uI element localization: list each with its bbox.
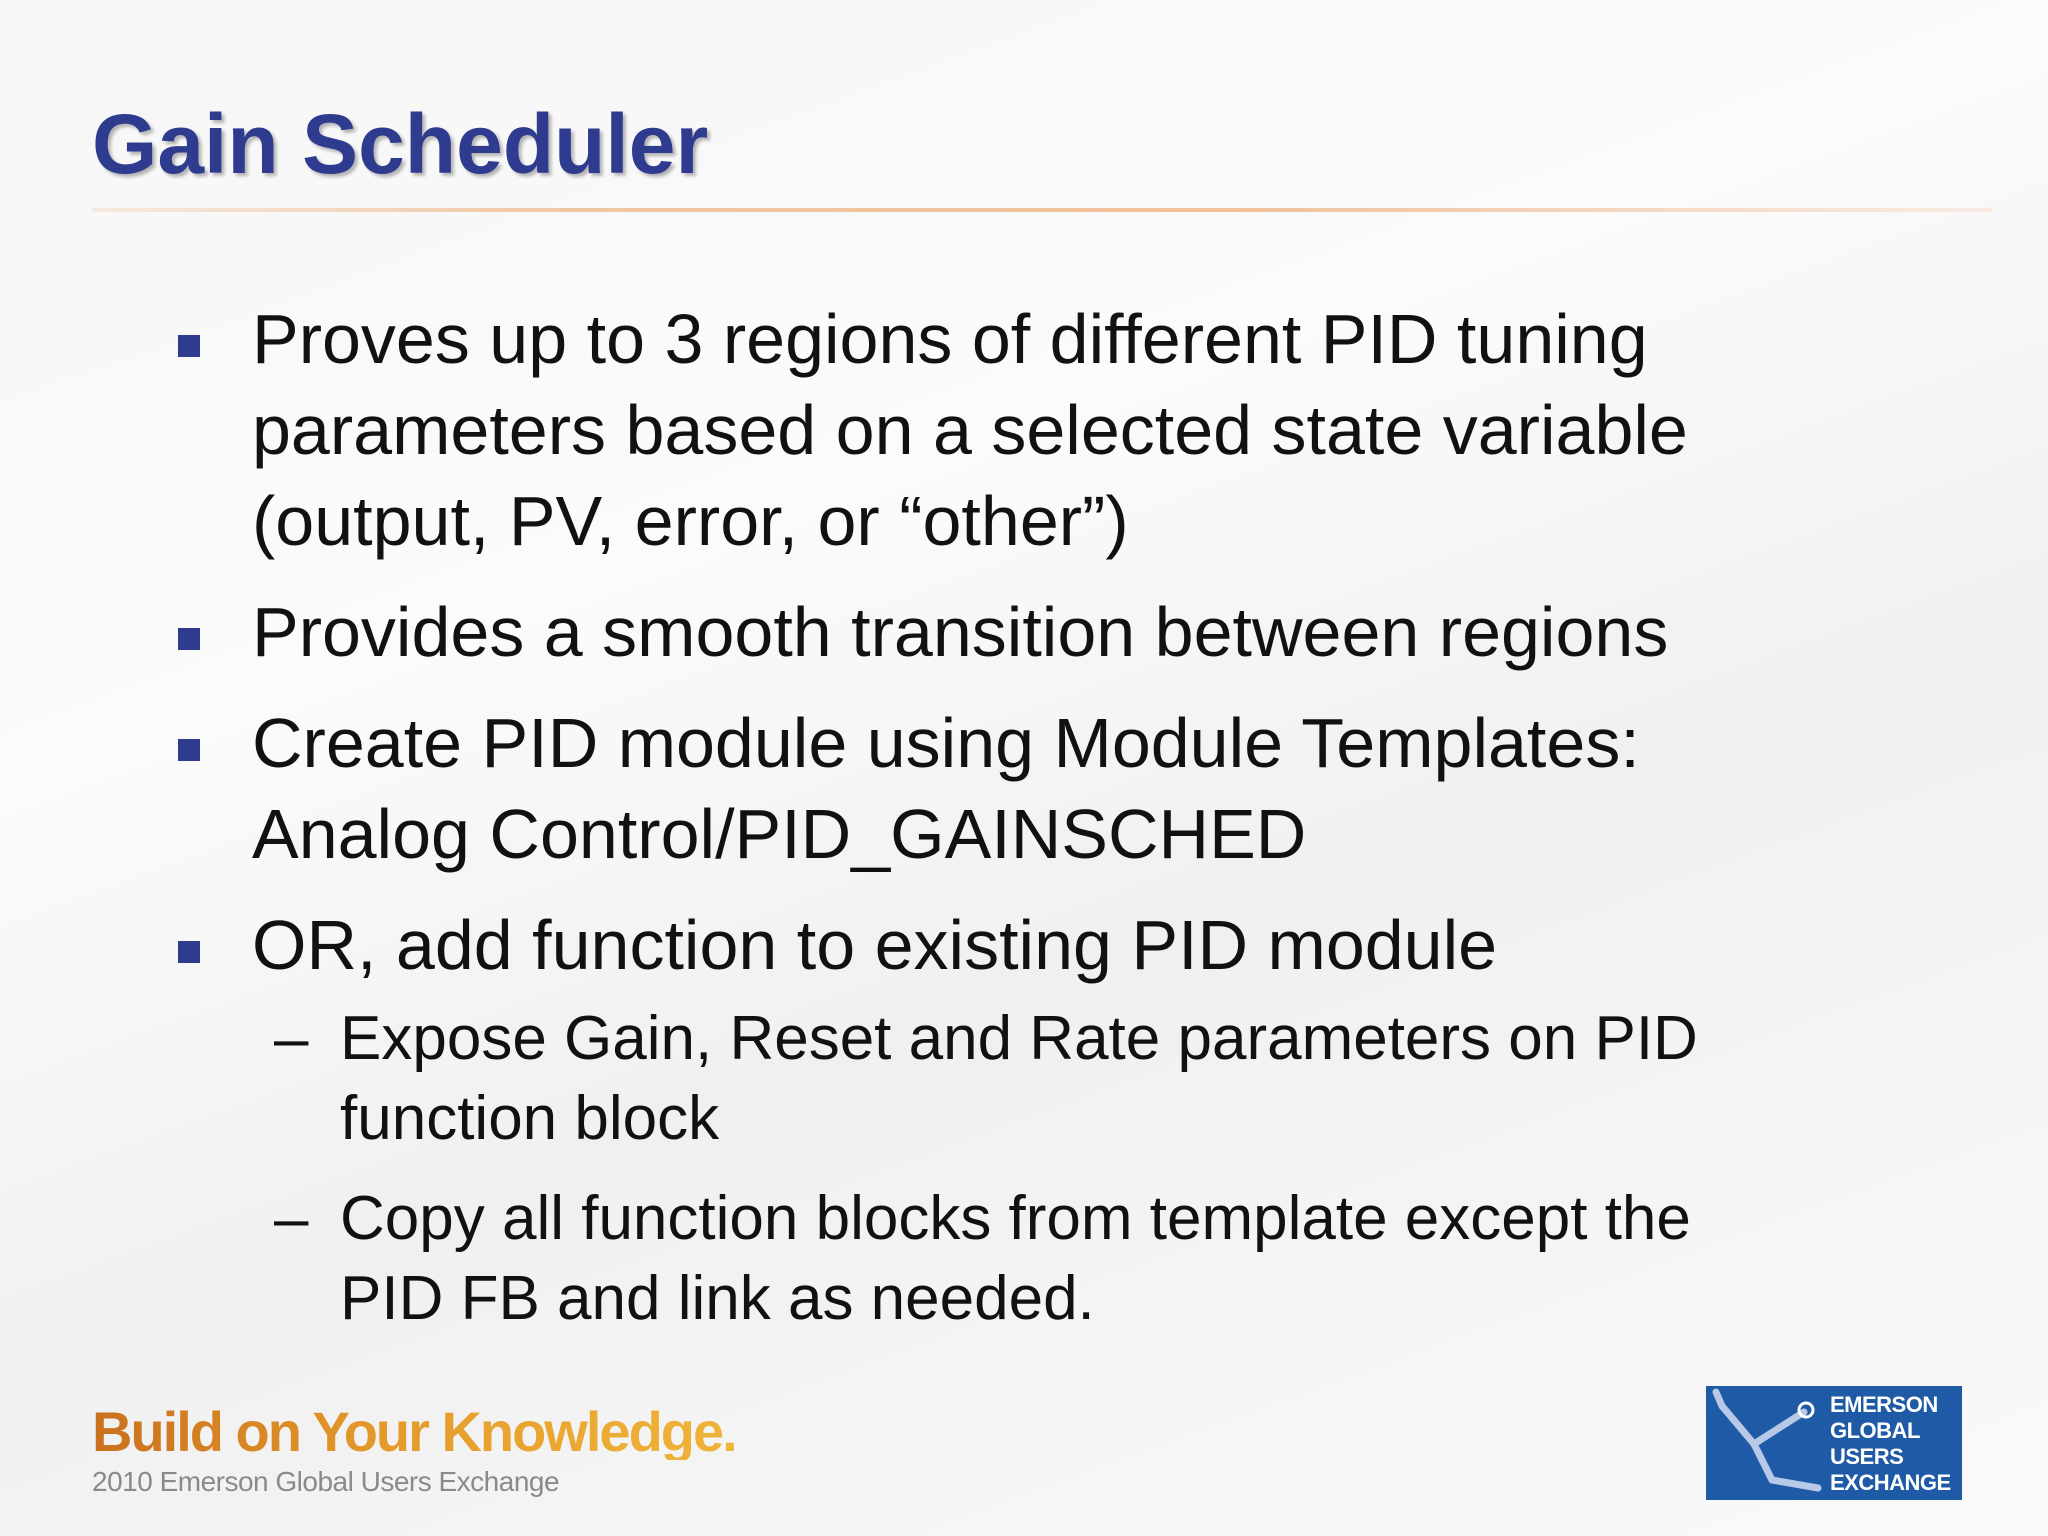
dash-bullet-icon: – — [274, 1004, 309, 1073]
emerson-logo — [1706, 1386, 1962, 1500]
brand-subtitle: 2010 Emerson Global Users Exchange — [92, 1466, 560, 1497]
footer-brand — [92, 1400, 736, 1498]
bullet-item — [176, 698, 1876, 880]
bullet-line: parameters based on a selected state variable — [252, 391, 1688, 469]
bullet-line: Analog Control/PID_GAINSCHED — [252, 795, 1307, 873]
title-divider — [92, 208, 1992, 212]
sub-bullet-item — [176, 1179, 1876, 1339]
logo-word: EMERSON — [1830, 1392, 1938, 1417]
bullet-line: Provides a smooth transition between regions — [252, 593, 1669, 671]
brand-tagline: Build on Your Knowledge. — [92, 1400, 736, 1463]
bullet-item — [176, 587, 1876, 678]
bullet-line: (output, PV, error, or “other”) — [252, 482, 1129, 560]
bullet-line: Proves up to 3 regions of different PID tuning — [252, 300, 1648, 378]
bullet-list — [176, 294, 1876, 1359]
square-bullet-icon — [178, 335, 200, 357]
bullet-line: Create PID module using Module Templates: — [252, 704, 1640, 782]
logo-word: EXCHANGE — [1830, 1470, 1951, 1495]
sub-bullet-line: function block — [340, 1084, 720, 1153]
slide-title: Gain Scheduler — [92, 97, 709, 191]
bullet-item — [176, 294, 1876, 567]
dash-bullet-icon: – — [274, 1184, 309, 1253]
bullet-item — [176, 900, 1876, 991]
square-bullet-icon — [178, 628, 200, 650]
logo-word: USERS — [1830, 1444, 1904, 1469]
sub-bullet-line: Expose Gain, Reset and Rate parameters on PID — [340, 1004, 1698, 1073]
logo-text — [1830, 1392, 1951, 1496]
sub-bullet-item — [176, 999, 1876, 1159]
square-bullet-icon — [178, 941, 200, 963]
bullet-line: OR, add function to existing PID module — [252, 906, 1498, 984]
sub-bullet-line: PID FB and link as needed. — [340, 1264, 1095, 1333]
logo-word: GLOBAL — [1830, 1418, 1920, 1443]
square-bullet-icon — [178, 739, 200, 761]
sub-bullet-line: Copy all function blocks from template except the — [340, 1184, 1691, 1253]
